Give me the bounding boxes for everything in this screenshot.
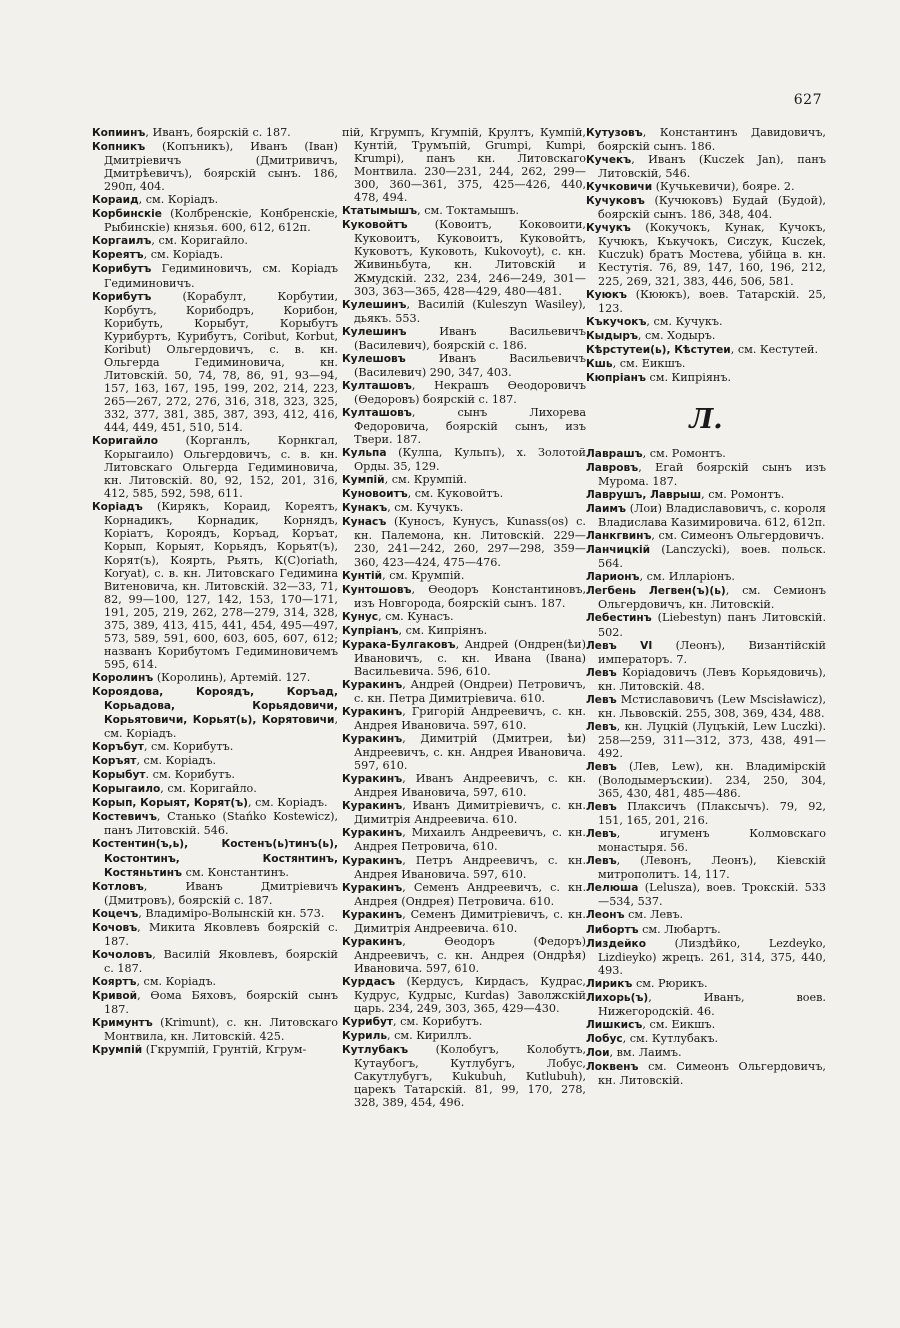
entry-headword: Куракинъ xyxy=(342,908,403,921)
entry-text: , см. Ромонтъ. xyxy=(701,488,785,502)
index-entry xyxy=(586,976,826,991)
index-entry xyxy=(342,799,586,827)
index-entry xyxy=(342,826,586,854)
entry-headword: Кутузовъ xyxy=(586,127,643,139)
entry-headword: Лаврашъ xyxy=(586,447,643,460)
index-entry xyxy=(92,685,338,741)
entry-headword: Коригайло xyxy=(92,435,159,448)
entry-text: Коріадовичъ (Левъ Корьядовичь), кн. Литовскій. 48. xyxy=(598,665,826,693)
entry-text: , см. Ходыръ. xyxy=(637,328,716,342)
index-entry xyxy=(92,1016,338,1044)
index-entry xyxy=(92,670,338,685)
entry-text: Иванъ Васильевичъ (Василевич), боярскій с. 186. xyxy=(354,324,586,352)
entry-text: , Некрашъ Ѳеодоровичъ (Ѳедоровъ) боярскій с. 187. xyxy=(354,378,586,406)
entry-headword: Левъ xyxy=(586,693,617,706)
entry-headword: Куриль xyxy=(342,1030,388,1043)
index-entry xyxy=(586,759,826,801)
index-entry xyxy=(586,180,826,194)
entry-text: (Копъникъ), Иванъ (Іван) Дмитріевичъ (Дмитривичъ, Дмитрѣевичъ), боярскій сынъ. 186, 290п, 404. xyxy=(104,140,338,194)
entry-headword: Кыдыръ xyxy=(586,329,638,342)
index-entry xyxy=(586,194,826,222)
entry-headword: Легбень Легвен(ъ)(ь) xyxy=(586,585,726,598)
entry-text: , см. Кучукъ. xyxy=(387,501,464,515)
entry-headword: Кулешинъ xyxy=(342,298,407,311)
entry-headword: Корыгаило xyxy=(92,783,161,796)
entry-headword: Кучукъ xyxy=(586,222,631,235)
entry-text: (Корабулт, Корбутии, Корбутъ, Корибодръ, Корибон, Корибуть, Корыбут, Корыбутъ Курибуртъ, Курибутъ, Coribut, Korbut, Koribut) Ольгердовичъ, с. в. кн. Ольгерда Гедиминовича, кн. Литовскій. 50, 74, 78, 86, 91, 93—94, 157, 163, 167, 195, 199, 202, 214, 223, 265—267, 272, 276, 316, 318, 323, 325, 332, 377, 381, 385, 387, 393, 412, 416, 444, 449, 451, 510, 514. xyxy=(104,289,338,435)
entry-headword: Куракa-Булгаковъ xyxy=(342,638,456,651)
index-entry xyxy=(342,218,586,298)
index-entry xyxy=(586,342,826,357)
index-entry xyxy=(342,609,586,624)
index-entry xyxy=(586,881,826,909)
index-entry xyxy=(342,582,586,610)
entry-text: (Кулпа, Кульпъ), х. Золотой Орды. 35, 129. xyxy=(354,446,586,474)
index-entry xyxy=(92,947,338,975)
index-entry xyxy=(586,990,826,1018)
entry-text: , вм. Лаимъ. xyxy=(609,1045,682,1059)
index-entry xyxy=(586,1060,826,1088)
entry-text: (Кокучокъ, Кунак, Кучокъ, Кучюкъ, Къкучокъ, Сисzук, Kuczek, Kuczuk) братъ Мостева, убійца в. кн. Кестутія. 76, 89, 147, 160, 196, 212, 225, 269, 321, 383, 446, 506, 581. xyxy=(598,221,826,288)
entry-headword: Куракинъ xyxy=(342,706,403,719)
entry-headword: Куракинъ xyxy=(342,733,403,746)
entry-text: , см. Крумпій. xyxy=(384,473,467,487)
entry-headword: Лавровъ xyxy=(586,461,639,474)
entry-text: (Леонъ), Византійскій императоръ. 7. xyxy=(598,638,826,666)
index-entry xyxy=(342,351,586,379)
index-entry xyxy=(92,754,338,768)
index-entry xyxy=(342,568,586,583)
entry-headword: Лирикъ xyxy=(586,977,633,990)
entry-text: , Егай боярскій сынъ изъ Мурома. 187. xyxy=(598,460,826,488)
index-entry xyxy=(342,405,586,447)
entry-headword: Култашовъ xyxy=(342,406,412,419)
entry-text: (Лев, Lew), кн. Владимірскій (Володымеръскии). 234, 250, 304, 365, 430, 481, 485—486. xyxy=(598,759,826,801)
section-letter-heading: Л. xyxy=(689,403,723,435)
entry-text: , Микита Яковлевъ боярскій с. 187. xyxy=(104,920,338,948)
index-entry xyxy=(92,262,338,290)
index-entry xyxy=(342,1015,586,1029)
entry-text: см. Кипріянъ. xyxy=(645,370,732,384)
entry-text: , см. Еикшъ. xyxy=(612,356,686,370)
entry-headword: Корбинскіе xyxy=(92,208,162,221)
index-entry xyxy=(586,328,826,343)
index-entry xyxy=(586,502,826,530)
entry-text: , см. Коріадъ. xyxy=(136,754,216,768)
entry-headword: Ланкгвинъ xyxy=(586,530,652,543)
entry-text: , Григорій Андреевичъ, с. кн. Андрея Ивановича. 597, 610. xyxy=(354,705,586,733)
entry-text: , Ѳома Бяховъ, боярскій сынъ 187. xyxy=(104,989,338,1017)
entry-text: , Андрей (Ондреи) Петровичъ, с. кн. Петра Димитріевича. 610. xyxy=(354,677,586,705)
entry-text: пій, Кгрумпъ, Кгумпій, Крултъ, Кумпій, Кунтій, Трумъпій, Grumpi, Kumpi, Krumpi), панъ кн. Литовскаго Монтвила. 230—231, 244, 262, 299—300, 360—361, 375, 425—426, 440, 478, 494. xyxy=(342,126,586,205)
index-entry xyxy=(342,880,586,908)
entry-text: , см. Токтамышъ. xyxy=(417,204,520,218)
entry-headword: Корып, Корыят, Корят(ъ) xyxy=(92,797,248,810)
index-entry xyxy=(342,732,586,773)
index-entry xyxy=(92,782,338,796)
index-entry xyxy=(92,837,338,879)
entry-headword: Корыбут xyxy=(92,769,146,782)
entry-text: , Василій Яковлевъ, боярскій с. 187. xyxy=(104,947,338,975)
entry-text: , см. Коріадъ. xyxy=(136,974,216,988)
index-entry xyxy=(342,1029,586,1043)
entry-text: , Владиміро-Волынскій кн. 573. xyxy=(138,906,325,920)
entry-text: , см. Кириллъ. xyxy=(387,1029,472,1043)
index-entry xyxy=(586,854,826,882)
entry-text: (Liebestyn) панъ Литовскій. 502. xyxy=(598,611,826,639)
index-entry xyxy=(586,221,826,288)
page-number: 627 xyxy=(793,92,822,108)
entry-headword: Лобус xyxy=(586,1032,623,1045)
entry-text: см. Константинъ. xyxy=(182,865,289,879)
entry-headword: Костевичъ xyxy=(92,811,157,824)
entry-headword: Кшь xyxy=(586,357,613,370)
entry-headword: Кунакъ xyxy=(342,502,388,515)
index-entry xyxy=(342,934,586,975)
entry-headword: Левъ xyxy=(586,760,617,773)
entry-text: (Lelusza), воев. Трокскій. 533—534, 537. xyxy=(598,881,826,909)
entry-headword: Лихорь(ъ) xyxy=(586,991,649,1004)
index-entry xyxy=(342,297,586,325)
index-entry xyxy=(586,488,826,502)
entry-headword: Лаимъ xyxy=(586,503,626,516)
entry-headword: Ланчицкій xyxy=(586,544,651,557)
entry-headword: Костентин(ъ,ь), Костенъ(ь)тинъ(ь), Костонтинъ, Костянтинъ, Костяньтинъ xyxy=(92,838,338,879)
index-entry xyxy=(342,907,586,935)
entry-text: (Колобугъ, Колобутъ, Кутаубогъ, Кутлубугъ, Лобус, Сакутлубугъ, Kukubuh, Kutlubuh), царекъ Татарскій. 81, 99, 170, 278, 328, 389, 454, 496. xyxy=(354,1043,586,1110)
index-entry xyxy=(586,638,826,666)
entry-text: (Лиздѣйко, Lezdeyko, Lizdieyko) жрецъ. 261, 314, 375, 440, 493. xyxy=(598,936,826,977)
entry-headword: Куракинъ xyxy=(342,678,403,691)
entry-headword: Кучуковъ xyxy=(586,195,645,208)
entry-headword: Коръят xyxy=(92,755,137,768)
entry-text: , см. Коріадъ. xyxy=(104,713,338,741)
entry-headword: Кульпа xyxy=(342,447,387,460)
index-entry xyxy=(342,637,586,678)
entry-text: , см. Симеонъ Ольгердовичъ. xyxy=(651,529,825,543)
entry-text: см. Любартъ. xyxy=(638,922,721,936)
index-entry xyxy=(586,908,826,922)
entry-text: (Ковоитъ, Коковоити, Куковоитъ, Куковоитъ, Куковойтъ, Куковотъ, Куковоть, Kukovoyt), с. кн. Живиньбута, кн. Литовскій и Жмудскій. 232, 234, 246—249, 301—303, 363—365, 428—429, 480—481. xyxy=(354,218,586,298)
entry-headword: Кумпій xyxy=(342,474,385,487)
entry-headword: Кучковичи xyxy=(586,181,653,194)
entry-headword: Култашовъ xyxy=(342,379,412,392)
index-entry xyxy=(586,611,826,639)
index-entry xyxy=(342,772,586,800)
entry-text: , см. Еикшъ. xyxy=(642,1017,716,1031)
entry-headword: Лаврушъ, Лаврыш xyxy=(586,489,702,502)
index-entry xyxy=(92,989,338,1017)
index-entry xyxy=(342,853,586,881)
entry-headword: Куновоитъ xyxy=(342,488,408,501)
entry-headword: Кривой xyxy=(92,990,138,1002)
index-entry xyxy=(92,796,338,810)
entry-headword: Корaид xyxy=(92,194,139,207)
entry-text: (Кююкъ), воев. Татарскій. 25, 123. xyxy=(598,287,826,315)
index-column-2 xyxy=(342,126,586,1109)
entry-text: , см. Семионъ Ольгердовичъ, кн. Литовскій. xyxy=(598,584,827,612)
index-entry xyxy=(342,1043,586,1110)
index-entry xyxy=(586,529,826,543)
entry-headword: Коргаилъ xyxy=(92,235,152,248)
entry-text: , Михаилъ Андреевичъ, с. кн. Андрея Петровича, 610. xyxy=(354,826,586,854)
entry-headword: Кунтій xyxy=(342,569,383,582)
entry-headword: Коръбут xyxy=(92,741,144,754)
entry-headword: Коцечъ xyxy=(92,907,139,920)
entry-text: Плаксичъ (Плаксычъ). 79, 92, 151, 165, 201, 216. xyxy=(598,800,826,828)
entry-headword: Копиинъ xyxy=(92,127,146,139)
index-entry xyxy=(342,487,586,501)
index-entry xyxy=(92,234,338,248)
entry-headword: Кореятъ xyxy=(92,249,144,262)
index-entry xyxy=(342,324,586,352)
index-entry xyxy=(586,922,826,937)
index-entry xyxy=(342,378,586,406)
entry-text: , сынъ Лихорева Федоровича, боярскій сынъ, изъ Твери. 187. xyxy=(354,405,586,447)
entry-text: , (Левонъ, Леонъ), Кіевскій митрополитъ. 14, 117. xyxy=(598,854,826,882)
index-entry xyxy=(586,446,826,461)
entry-text: , Андрей (Ондрен(ѣи) Ивановичъ, с. кн. Ивана (Івана) Васильевича. 596, 610. xyxy=(354,637,586,678)
index-entry xyxy=(342,446,586,474)
entry-text: , см. Коригайло. xyxy=(160,782,257,796)
index-entry xyxy=(92,289,338,435)
index-entry xyxy=(92,248,338,262)
entry-text: , Петръ Андреевичъ, с. кн. Андрея Ивановича. 597, 610. xyxy=(354,853,586,881)
entry-text: (Кердусъ, Кирдасъ, Кудрас, Кудрус, Кудрыс, Kurdas) Заволжскій царь. 234, 249, 303, 365, 429—430. xyxy=(354,974,586,1016)
entry-headword: Котловъ xyxy=(92,880,144,893)
index-column-1 xyxy=(92,126,338,1057)
entry-text: , см. Коріадъ. xyxy=(143,248,224,262)
index-entry xyxy=(586,719,826,760)
entry-headword: Куракинъ xyxy=(342,881,403,894)
entry-text: см. Симеонъ Ольгердовичъ, кн. Литовскій. xyxy=(598,1060,826,1088)
entry-headword: Левъ xyxy=(586,720,617,733)
entry-text: Гедиминовичъ, см. Коріадъ Гедиминовичъ. xyxy=(104,262,338,290)
entry-text: , Василій (Kuleszyn Wasiley), дьякъ. 553. xyxy=(354,297,586,325)
index-entry xyxy=(586,460,826,488)
entry-headword: Лелюша xyxy=(586,882,639,895)
entry-headword: Кунус xyxy=(342,610,379,623)
entry-text: (Лои) Владиславовичъ, с. короля Владислава Казимировича. 612, 612п. xyxy=(598,502,826,530)
index-entry xyxy=(586,287,826,315)
entry-text: , Иванъ (Kuczek Jan), панъ Литовскій, 546. xyxy=(598,153,826,181)
entry-headword: Куракинъ xyxy=(342,800,403,813)
entry-headword: Куюкъ xyxy=(586,288,628,301)
entry-text: , Иванъ Дмитріевичъ (Дмитровъ), боярскій с. 187. xyxy=(104,879,338,907)
entry-text: см. Рюрикъ. xyxy=(632,976,708,990)
entry-headword: Кояртъ xyxy=(92,975,137,988)
entry-text: (Королинь), Артемій. 127. xyxy=(153,670,311,684)
entry-headword: Кучекъ xyxy=(586,154,632,167)
entry-headword: Курибут xyxy=(342,1016,394,1029)
index-entry xyxy=(586,370,826,385)
index-entry xyxy=(586,570,826,584)
entry-text: , см. Кутлубакъ. xyxy=(622,1031,719,1045)
entry-text: , см. Кестутей. xyxy=(730,342,819,356)
entry-text: , см. Коріадъ. xyxy=(138,193,219,207)
entry-text: , см. Куковойтъ. xyxy=(407,487,504,501)
index-entry xyxy=(586,126,826,154)
entry-headword: Кулешинъ xyxy=(342,325,407,338)
entry-text: , Иванъ Андреевичъ, с. кн. Андрея Ивановича, 597, 610. xyxy=(354,772,586,800)
index-entry xyxy=(586,356,826,371)
entry-headword: Ларионъ xyxy=(586,571,640,584)
entry-headword: Корибутъ xyxy=(92,263,152,276)
entry-text: , Иванъ Димитріевичъ, с. кн. Димитрія Андреевича. 610. xyxy=(354,799,586,827)
entry-headword: Копникъ xyxy=(92,141,146,154)
index-entry xyxy=(342,974,586,1016)
entry-text: (Корганлъ, Корнкгал, Корыгаило) Ольгердовичъ, с. в. кн. Литовскаго Ольгерда Гедиминовича, кн. Литовскій. 80, 92, 152, 201, 316, 412, 585, 592, 598, 611. xyxy=(104,434,338,501)
index-entry xyxy=(342,623,586,638)
entry-headword: Куковойтъ xyxy=(342,219,408,232)
index-entry xyxy=(92,879,338,907)
entry-text: (Кирякъ, Корaид, Кореятъ, Корнадикъ, Корнадик, Корнядъ, Коріатъ, Короядъ, Коръад, Коръат, Корып, Корыят, Корьядъ, Корьят(ъ), Корят(ъ), Коярть, Рьять, К(С)oriath, Koryat), с. в. кн. Литовскаго Гедимина Витеновича, кн. Литовскій. 32—33, 71, 82, 99—100, 127, 142, 153, 170—171, 191, 205, 219, 262, 278—279, 314, 328, 375, 389, 413, 415, 441, 454, 495—497, 573, 589, 591, 600, 603, 605, 607, 612; названъ Корибутомъ Гедиминовичемъ 595, 614. xyxy=(104,500,338,671)
entry-text: (Кучькевичи), бояре. 2. xyxy=(652,180,795,194)
index-entry xyxy=(342,126,586,205)
entry-headword: Куракинъ xyxy=(342,854,403,867)
entry-headword: Кочоловъ xyxy=(92,948,153,961)
entry-text: , см. Корибутъ. xyxy=(393,1015,483,1029)
entry-headword: Королинъ xyxy=(92,671,154,684)
index-entry xyxy=(342,204,586,218)
index-entry xyxy=(342,501,586,515)
entry-text: , Иванъ, боярскій с. 187. xyxy=(145,126,291,139)
index-entry xyxy=(586,827,826,855)
index-entry xyxy=(586,153,826,181)
entry-headword: Купріанъ xyxy=(342,624,399,637)
entry-headword: Куракинъ xyxy=(342,935,403,948)
entry-text: (Куносъ, Кунусъ, Kunass(os) с. кн. Палемона, кн. Литовскій. 229—230, 241—242, 260, 297—298, 359—360, 423—424, 475—476. xyxy=(354,515,586,569)
entry-text: , см. Коригайло. xyxy=(151,234,248,248)
index-entry xyxy=(586,1017,826,1032)
entry-text: , Ѳеодоръ (Федоръ) Андреевичъ, с. кн. Андрея (Ондрѣя) Ивановича. 597, 610. xyxy=(354,934,586,975)
entry-text: (Krimunt), с. кн. Литовскаго Монтвила, кн. Литовскій. 425. xyxy=(104,1016,338,1044)
index-entry xyxy=(586,314,826,329)
entry-headword: Локвенъ xyxy=(586,1061,639,1073)
entry-text: , Димитрій (Дмитреи, ѣи) Андреевичъ, с. кн. Андрея Ивановича. 597, 610. xyxy=(354,732,586,773)
index-entry xyxy=(342,515,586,569)
entry-text: , см. Кунасъ. xyxy=(378,609,454,623)
entry-text: см. Левъ. xyxy=(624,908,684,922)
entry-text: , см. Коріадъ. xyxy=(248,796,328,810)
entry-headword: Ктатымышъ xyxy=(342,205,418,218)
index-entry xyxy=(92,1043,338,1057)
index-entry xyxy=(586,936,826,977)
entry-text: , см. Кучукъ. xyxy=(646,314,723,328)
entry-text: Мстиславовичъ (Lew Mscisławicz), кн. Львовскій. 255, 308, 369, 434, 488. xyxy=(598,692,826,720)
entry-headword: Кюпріанъ xyxy=(586,371,646,384)
index-entry xyxy=(92,434,338,501)
index-entry xyxy=(586,543,826,571)
entry-text: (Lanczycki), воев. польск. 564. xyxy=(598,543,826,571)
entry-headword: Кѣрстутеи(ь), Кѣстутеи xyxy=(586,343,731,356)
index-entry xyxy=(92,974,338,989)
entry-headword: Либортъ xyxy=(586,923,639,936)
entry-text: , см. Кипріянъ. xyxy=(398,623,488,637)
entry-headword: Леонъ xyxy=(586,909,625,922)
entry-headword: Лои xyxy=(586,1046,610,1059)
index-column-3 xyxy=(586,126,826,1087)
index-entry xyxy=(586,1031,826,1046)
index-entry xyxy=(92,920,338,948)
entry-text: , см. Крумпій. xyxy=(382,568,465,582)
entry-headword: Курдасъ xyxy=(342,975,396,988)
index-entry xyxy=(586,584,827,612)
entry-text: , кн. Луцкій (Луцъкій, Lew Luczki). 258—259, 311—312, 373, 438, 491—492. xyxy=(598,719,826,760)
entry-headword: Кулешовъ xyxy=(342,352,406,365)
entry-headword: Куракинъ xyxy=(342,773,403,786)
entry-text: , см. Ромонтъ. xyxy=(642,446,726,460)
index-entry xyxy=(342,705,586,733)
entry-headword: Кунтошовъ xyxy=(342,583,412,596)
entry-text: Иванъ Васильевичъ (Василевич) 290, 347, 403. xyxy=(354,351,586,379)
entry-headword: Крумпій xyxy=(92,1044,143,1057)
index-entry xyxy=(92,207,338,235)
entry-headword: Лиздейко xyxy=(586,937,647,950)
index-entry xyxy=(586,665,826,693)
entry-text: , игуменъ Колмовскаго монастыря. 56. xyxy=(598,827,826,855)
entry-text: , Константинъ Давидовичъ, боярскій сынъ. 186. xyxy=(598,126,826,154)
entry-headword: Левъ xyxy=(586,828,617,841)
entry-text: , Станько (Stańko Kostewicz), панъ Литовскій. 546. xyxy=(104,810,338,838)
entry-headword: Корибутъ xyxy=(92,290,152,303)
entry-headword: Къкучокъ xyxy=(586,315,647,328)
entry-headword: Короядова, Короядъ, Коръад, Корьадова, Корьядовичи, Корьятовичи, Корьят(ь), Корятовичи xyxy=(92,685,338,727)
index-entry xyxy=(342,677,586,705)
entry-text: (Колбренскіе, Конбренскіе, Рыбинскіе) князья. 600, 612, 612п. xyxy=(104,207,338,235)
index-entry xyxy=(342,473,586,487)
entry-headword: Кочовъ xyxy=(92,921,138,934)
entry-text: , см. Корибутъ. xyxy=(143,740,234,754)
index-entry xyxy=(92,768,338,782)
index-entry xyxy=(92,810,338,838)
entry-text: , Семенъ Андреевичъ, с. кн. Андрея (Ондрея) Петровича. 610. xyxy=(354,880,586,908)
index-entry xyxy=(92,193,338,207)
entry-headword: Кримунтъ xyxy=(92,1017,153,1030)
index-entry xyxy=(92,500,338,671)
entry-text: , Ѳеодоръ Константиновъ, изъ Новгорода, боярскій сынъ. 187. xyxy=(354,582,586,610)
entry-text: , Семенъ Димитріевичъ, с. кн. Димитрія Андреевича. 610. xyxy=(354,907,586,935)
entry-headword: Куракинъ xyxy=(342,827,403,840)
entry-text: . см. Корибутъ. xyxy=(145,768,235,782)
index-entry xyxy=(92,140,338,194)
entry-text: (Кучюковъ) Будай (Будой), боярскій сынъ. 186, 348, 404. xyxy=(598,194,826,222)
entry-headword: Коріадъ xyxy=(92,501,143,514)
entry-text: (Гкрумпій, Грунтій, Кгрум- xyxy=(142,1043,307,1057)
entry-text: , Иванъ, воев. Нижегородскій. 46. xyxy=(598,990,826,1018)
entry-text: , см. Илларіонъ. xyxy=(639,570,735,584)
index-entry xyxy=(586,800,826,828)
entry-headword: Левъ xyxy=(586,801,617,814)
entry-headword: Кунасъ xyxy=(342,516,387,529)
entry-headword: Левъ VI xyxy=(586,639,653,652)
entry-headword: Лебестинъ xyxy=(586,612,652,625)
entry-headword: Левъ xyxy=(586,666,617,679)
entry-headword: Кутлубакъ xyxy=(342,1044,409,1057)
index-entry xyxy=(586,1045,826,1060)
entry-headword: Левъ xyxy=(586,855,617,868)
index-entry xyxy=(586,692,826,720)
index-entry xyxy=(92,126,338,140)
index-entry xyxy=(92,906,338,921)
entry-headword: Лишкисъ xyxy=(586,1018,643,1031)
index-entry xyxy=(92,740,338,754)
